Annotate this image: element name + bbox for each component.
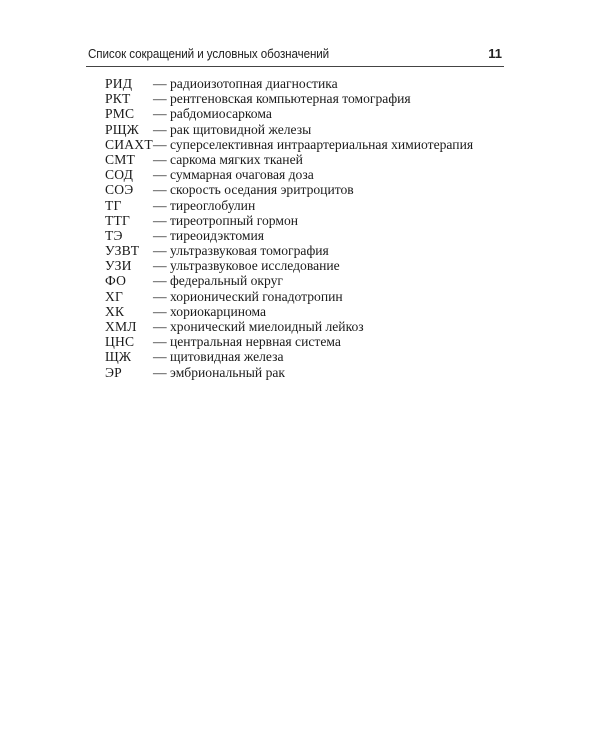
abbreviation-term: ТЭ [105, 227, 123, 243]
abbreviation-definition: — скорость оседания эритроцитов [153, 182, 354, 198]
abbreviation-entry [105, 349, 505, 364]
abbreviation-term: ЩЖ [105, 349, 132, 365]
abbreviation-term: ХК [105, 303, 125, 319]
abbreviation-term: ФО [105, 273, 127, 289]
abbreviation-entry [105, 289, 505, 304]
abbreviation-entry [105, 228, 505, 243]
running-header [86, 44, 504, 67]
abbreviation-entry [105, 273, 505, 288]
abbreviation-entry [105, 91, 505, 106]
abbreviation-term: УЗВТ [105, 243, 140, 259]
abbreviation-entry [105, 198, 505, 213]
abbreviation-definition: — хорионический гонадотропин [153, 288, 343, 304]
abbreviation-entry [105, 304, 505, 319]
abbreviation-entry [105, 243, 505, 258]
abbreviation-definition: — щитовидная железа [153, 349, 284, 365]
abbreviation-definition: — радиоизотопная диагностика [153, 76, 338, 91]
abbreviation-definition: — тиреотропный гормон [153, 212, 299, 228]
abbreviation-list [105, 76, 505, 380]
abbreviation-term: РИД [105, 76, 133, 91]
abbreviation-term: СОД [105, 167, 134, 183]
abbreviation-definition: — суперселективная интраартериальная химиотерапия [153, 136, 474, 152]
abbreviation-entry [105, 365, 505, 380]
page-number: 11 [488, 46, 502, 61]
abbreviation-definition: — рентгеновская компьютерная томография [153, 91, 411, 107]
abbreviation-entry [105, 213, 505, 228]
abbreviation-definition: — эмбриональный рак [153, 364, 286, 380]
abbreviation-term: ТГ [105, 197, 122, 213]
abbreviation-entry [105, 258, 505, 273]
abbreviation-term: УЗИ [105, 258, 132, 274]
abbreviation-term: РКТ [105, 91, 131, 107]
abbreviation-definition: — рабдомиосаркома [153, 106, 272, 122]
abbreviation-entry [105, 137, 505, 152]
abbreviation-definition: — ультразвуковая томография [153, 243, 329, 259]
abbreviation-definition: — ультразвуковое исследование [153, 258, 340, 274]
abbreviation-term: ХГ [105, 288, 124, 304]
abbreviation-definition: — федеральный округ [153, 273, 284, 289]
abbreviation-term: ЭР [105, 364, 122, 380]
abbreviation-term: СМТ [105, 151, 136, 167]
abbreviation-definition: — суммарная очаговая доза [153, 167, 314, 183]
abbreviation-entry [105, 106, 505, 121]
abbreviation-definition: — тиреоглобулин [153, 197, 256, 213]
abbreviation-term: СИАХТ [105, 136, 153, 152]
abbreviation-term: ХМЛ [105, 319, 137, 334]
abbreviation-entry [105, 76, 505, 91]
abbreviation-definition: — рак щитовидной железы [153, 121, 312, 137]
abbreviation-term: ЦНС [105, 334, 135, 350]
abbreviation-entry [105, 122, 505, 137]
abbreviation-entry [105, 319, 505, 334]
abbreviation-entry [105, 167, 505, 182]
abbreviation-term: РМС [105, 106, 135, 122]
abbreviation-definition: — тиреоидэктомия [153, 227, 265, 243]
abbreviation-term: ТТГ [105, 212, 131, 228]
abbreviation-entry [105, 182, 505, 197]
abbreviation-definition: — центральная нервная система [153, 334, 341, 350]
header-title: Список сокращений и условных обозначений [88, 47, 330, 61]
abbreviation-term: СОЭ [105, 182, 134, 198]
abbreviation-definition: — хориокарцинома [153, 303, 267, 319]
abbreviation-entry [105, 334, 505, 349]
abbreviation-definition: — хронический миелоидный лейкоз [153, 319, 364, 334]
abbreviation-term: РЩЖ [105, 121, 140, 137]
abbreviation-definition: — саркома мягких тканей [153, 151, 303, 167]
abbreviation-entry [105, 152, 505, 167]
